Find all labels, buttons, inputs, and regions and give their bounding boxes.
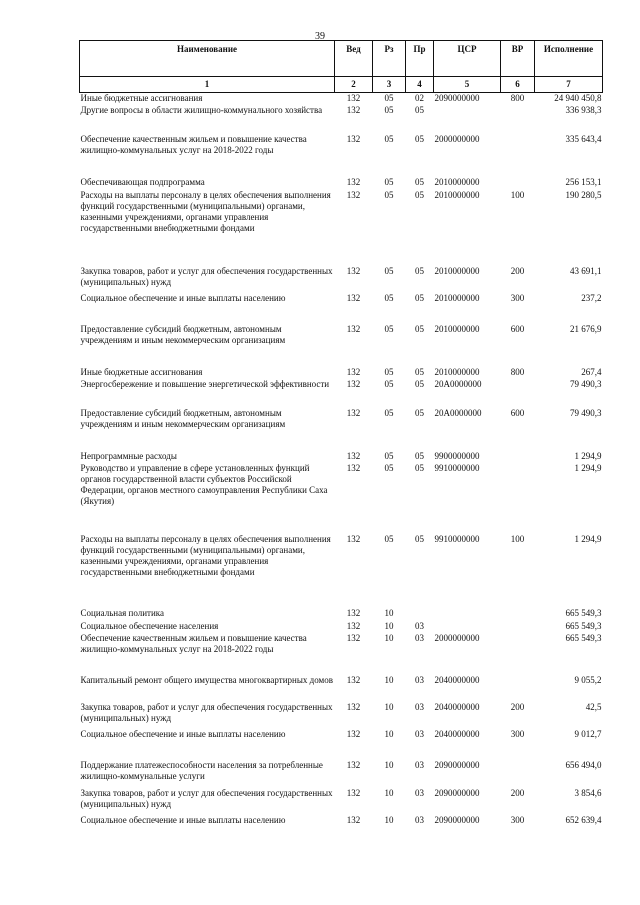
cell-ved: 132: [346, 607, 361, 618]
cell-vr: 300: [510, 814, 525, 825]
cell-name: Социальное обеспечение и иные выплаты населению: [80, 814, 286, 825]
cell-name: Энергосбережение и повышение энергетической эффективности: [80, 378, 330, 389]
cell-csr: 2010000000: [434, 265, 480, 276]
cell-csr: 2090000000: [434, 759, 480, 770]
cell-sum: 24 940 450,8: [554, 93, 602, 103]
cell-pr: 05: [415, 189, 424, 200]
table-row: [80, 324, 603, 367]
table-row: [80, 788, 603, 815]
cell-name: Социальное обеспечение и иные выплаты населению: [80, 728, 286, 739]
cell-ved: 132: [346, 462, 361, 473]
cell-sum: 335 643,4: [565, 133, 602, 144]
header-row: [80, 41, 603, 77]
cell-csr: 2010000000: [434, 189, 480, 200]
cell-vr: 100: [510, 533, 525, 544]
header-csr: ЦСР: [434, 41, 501, 77]
cell-pr: 03: [415, 759, 424, 770]
cell-csr: 2040000000: [434, 701, 480, 712]
cell-pr: 05: [415, 292, 424, 303]
column-number: 5: [434, 77, 501, 93]
cell-vr: 200: [510, 701, 525, 712]
cell-pr: 03: [415, 814, 424, 825]
cell-vr: 600: [510, 407, 525, 418]
budget-table: [79, 40, 603, 829]
column-number-row: [80, 77, 603, 93]
cell-pr: 05: [415, 407, 424, 418]
cell-pr: 03: [415, 620, 424, 631]
table-row: [80, 451, 603, 463]
cell-pr: 05: [415, 176, 424, 187]
cell-name: Предоставление субсидий бюджетным, автономным учреждениям и иным некоммерческим организациям: [80, 323, 286, 345]
cell-pr: 02: [415, 93, 424, 103]
column-number: 2: [335, 77, 373, 93]
cell-csr: 2040000000: [434, 728, 480, 739]
cell-vr: 200: [510, 265, 525, 276]
cell-rz: 10: [384, 759, 394, 770]
cell-rz: 05: [384, 366, 394, 377]
cell-ved: 132: [346, 620, 361, 631]
cell-vr: 800: [510, 366, 525, 377]
cell-sum: 9 012,7: [574, 728, 602, 739]
cell-ved: 132: [346, 728, 361, 739]
cell-vr: 600: [510, 323, 525, 334]
cell-vr: [501, 134, 535, 177]
cell-ved: 132: [346, 674, 361, 685]
cell-rz: 05: [384, 104, 394, 115]
cell-pr: 05: [415, 104, 424, 115]
cell-pr: [406, 608, 434, 621]
cell-ved: 132: [346, 533, 361, 544]
cell-name: Другие вопросы в области жилищно-коммунального хозяйства: [80, 104, 323, 115]
cell-sum: 256 153,1: [565, 176, 602, 187]
cell-name: Социальное обеспечение населения: [80, 620, 219, 631]
cell-name: Предоставление субсидий бюджетным, автономным учреждениям и иным некоммерческим организациям: [80, 407, 286, 429]
cell-csr: [434, 105, 501, 134]
table-row: [80, 815, 603, 829]
table-row: [80, 105, 603, 134]
cell-rz: 05: [384, 93, 394, 103]
cell-ved: 132: [346, 292, 361, 303]
cell-rz: 10: [384, 632, 394, 643]
cell-ved: 132: [346, 366, 361, 377]
cell-ved: 132: [346, 787, 361, 798]
cell-pr: 03: [415, 701, 424, 712]
cell-vr: 300: [510, 728, 525, 739]
table-row: [80, 760, 603, 788]
cell-csr: 2010000000: [434, 176, 480, 187]
cell-csr: 2000000000: [434, 632, 480, 643]
cell-csr: 9910000000: [434, 462, 480, 473]
cell-vr: 300: [510, 292, 525, 303]
column-number: 1: [80, 77, 335, 93]
cell-ved: 132: [346, 133, 361, 144]
cell-pr: 05: [415, 323, 424, 334]
cell-sum: 1 294,9: [574, 450, 602, 461]
header-sum: Исполнение: [535, 41, 603, 77]
table-row: [80, 408, 603, 451]
cell-vr: [501, 451, 535, 463]
cell-ved: 132: [346, 176, 361, 187]
cell-sum: 9 055,2: [574, 674, 602, 685]
cell-vr: [501, 621, 535, 633]
table-row: [80, 621, 603, 633]
cell-name: Расходы на выплаты персоналу в целях обеспечения выполнения функций государственными (муниципальными) органами, казенными учреждениями, органами управления государственными внебюджетными фондами: [80, 533, 331, 577]
cell-ved: 132: [346, 450, 361, 461]
table-row: [80, 93, 603, 105]
cell-rz: 05: [384, 292, 394, 303]
cell-name: Иные бюджетные ассигнования: [80, 93, 203, 103]
cell-pr: 05: [415, 133, 424, 144]
cell-sum: 190 280,5: [565, 189, 602, 200]
cell-rz: 05: [384, 407, 394, 418]
header-vr: ВР: [501, 41, 535, 77]
cell-vr: [501, 760, 535, 788]
cell-name: Закупка товаров, работ и услуг для обеспечения государственных (муниципальных) нужд: [80, 265, 333, 287]
cell-pr: 03: [415, 632, 424, 643]
cell-pr: 03: [415, 728, 424, 739]
cell-pr: 03: [415, 787, 424, 798]
cell-name: Непрограммные расходы: [80, 450, 177, 461]
table-row: [80, 534, 603, 608]
cell-rz: 05: [384, 133, 394, 144]
cell-ved: 132: [346, 632, 361, 643]
cell-rz: 10: [384, 607, 394, 618]
cell-sum: 1 294,9: [574, 533, 602, 544]
cell-csr: 20А0000000: [434, 378, 482, 389]
cell-sum: 79 490,3: [570, 407, 602, 418]
cell-vr: 100: [510, 189, 525, 200]
cell-rz: 05: [384, 450, 394, 461]
cell-vr: [501, 675, 535, 702]
cell-vr: [501, 177, 535, 190]
cell-csr: [434, 608, 501, 621]
table-body: [80, 93, 603, 829]
table-row: [80, 134, 603, 177]
cell-sum: 21 676,9: [570, 323, 602, 334]
cell-pr: 05: [415, 265, 424, 276]
cell-pr: 05: [415, 378, 424, 389]
table-row: [80, 177, 603, 190]
cell-rz: 05: [384, 189, 394, 200]
cell-sum: 652 639,4: [565, 814, 602, 825]
cell-name: Закупка товаров, работ и услуг для обеспечения государственных (муниципальных) нужд: [80, 701, 333, 723]
header-rz: Рз: [373, 41, 406, 77]
cell-pr: 05: [415, 366, 424, 377]
column-number: 7: [535, 77, 603, 93]
cell-name: Закупка товаров, работ и услуг для обеспечения государственных (муниципальных) нужд: [80, 787, 333, 809]
cell-name: Капитальный ремонт общего имущества многоквартирных домов: [80, 674, 333, 685]
cell-name: Обеспечивающая подпрограмма: [80, 176, 205, 187]
cell-sum: 1 294,9: [574, 462, 602, 473]
cell-rz: 10: [384, 674, 394, 685]
table-row: [80, 379, 603, 408]
cell-ved: 132: [346, 323, 361, 334]
cell-sum: 665 549,3: [565, 607, 602, 618]
cell-name: Социальное обеспечение и иные выплаты населению: [80, 292, 286, 303]
cell-ved: 132: [346, 93, 361, 103]
column-number: 4: [406, 77, 434, 93]
header-ved: Вед: [335, 41, 373, 77]
cell-name: Расходы на выплаты персоналу в целях обеспечения выполнения функций государственными (муниципальными) органами, казенными учреждениями, органами управления государственными внебюджетными фондами: [80, 189, 331, 233]
cell-sum: 43 691,1: [570, 265, 602, 276]
column-number: 6: [501, 77, 535, 93]
cell-vr: [501, 633, 535, 675]
cell-csr: 2010000000: [434, 292, 480, 303]
cell-rz: 10: [384, 701, 394, 712]
cell-sum: 656 494,0: [565, 759, 602, 770]
cell-name: Иные бюджетные ассигнования: [80, 366, 203, 377]
cell-ved: 132: [346, 759, 361, 770]
page-number: 39: [315, 31, 325, 42]
cell-sum: 267,4: [581, 366, 602, 377]
cell-name: Руководство и управление в сфере установленных функций органов государственной власти субъектов Российской Федерации, органов местного самоуправления Республики Саха (Якутия): [80, 462, 328, 506]
cell-vr: [501, 105, 535, 134]
cell-pr: 05: [415, 450, 424, 461]
cell-ved: 132: [346, 189, 361, 200]
cell-rz: 10: [384, 814, 394, 825]
cell-sum: 79 490,3: [570, 378, 602, 389]
cell-rz: 05: [384, 265, 394, 276]
cell-name: Обеспечение качественным жильем и повышение качества жилищно-коммунальных услуг на 2018-2022 годы: [80, 632, 307, 654]
cell-pr: 05: [415, 533, 424, 544]
cell-rz: 05: [384, 176, 394, 187]
cell-pr: 03: [415, 674, 424, 685]
cell-rz: 05: [384, 323, 394, 334]
cell-vr: 200: [510, 787, 525, 798]
cell-csr: 2010000000: [434, 323, 480, 334]
cell-csr: 9910000000: [434, 533, 480, 544]
cell-rz: 05: [384, 462, 394, 473]
cell-csr: 2090000000: [434, 787, 480, 798]
cell-sum: 336 938,3: [565, 104, 602, 115]
cell-csr: 2010000000: [434, 366, 480, 377]
table-row: [80, 608, 603, 621]
cell-csr: 2090000000: [434, 93, 480, 103]
cell-csr: 2090000000: [434, 814, 480, 825]
cell-sum: 665 549,3: [565, 620, 602, 631]
header-name: Наименование: [80, 41, 335, 77]
table-row: [80, 702, 603, 729]
cell-vr: 800: [510, 93, 525, 103]
cell-rz: 05: [384, 378, 394, 389]
cell-ved: 132: [346, 701, 361, 712]
cell-csr: 9900000000: [434, 450, 480, 461]
cell-vr: [501, 608, 535, 621]
cell-rz: 05: [384, 533, 394, 544]
table-row: [80, 729, 603, 760]
table-row: [80, 367, 603, 379]
cell-rz: 10: [384, 787, 394, 798]
cell-csr: [434, 621, 501, 633]
cell-csr: 2000000000: [434, 133, 480, 144]
cell-rz: 10: [384, 620, 394, 631]
cell-ved: 132: [346, 265, 361, 276]
cell-sum: 237,2: [581, 292, 602, 303]
table-row: [80, 463, 603, 534]
cell-name: Поддержание платежеспособности населения за потребленные жилищно-коммунальные услуги: [80, 759, 323, 781]
cell-rz: 10: [384, 728, 394, 739]
header-pr: Пр: [406, 41, 434, 77]
column-number: 3: [373, 77, 406, 93]
cell-vr: [501, 463, 535, 534]
table-row: [80, 190, 603, 266]
table-row: [80, 293, 603, 324]
cell-pr: 05: [415, 462, 424, 473]
cell-vr: [501, 379, 535, 408]
cell-name: Обеспечение качественным жильем и повышение качества жилищно-коммунальных услуг на 2018-2022 годы: [80, 133, 307, 155]
table-row: [80, 266, 603, 293]
cell-sum: 42,5: [585, 701, 602, 712]
table-row: [80, 633, 603, 675]
cell-name: Социальная политика: [80, 607, 164, 618]
table-row: [80, 675, 603, 702]
cell-ved: 132: [346, 407, 361, 418]
cell-sum: 665 549,3: [565, 632, 602, 643]
cell-csr: 2040000000: [434, 674, 480, 685]
cell-sum: 3 854,6: [574, 787, 602, 798]
cell-ved: 132: [346, 104, 361, 115]
cell-ved: 132: [346, 378, 361, 389]
cell-csr: 20А0000000: [434, 407, 482, 418]
cell-ved: 132: [346, 814, 361, 825]
